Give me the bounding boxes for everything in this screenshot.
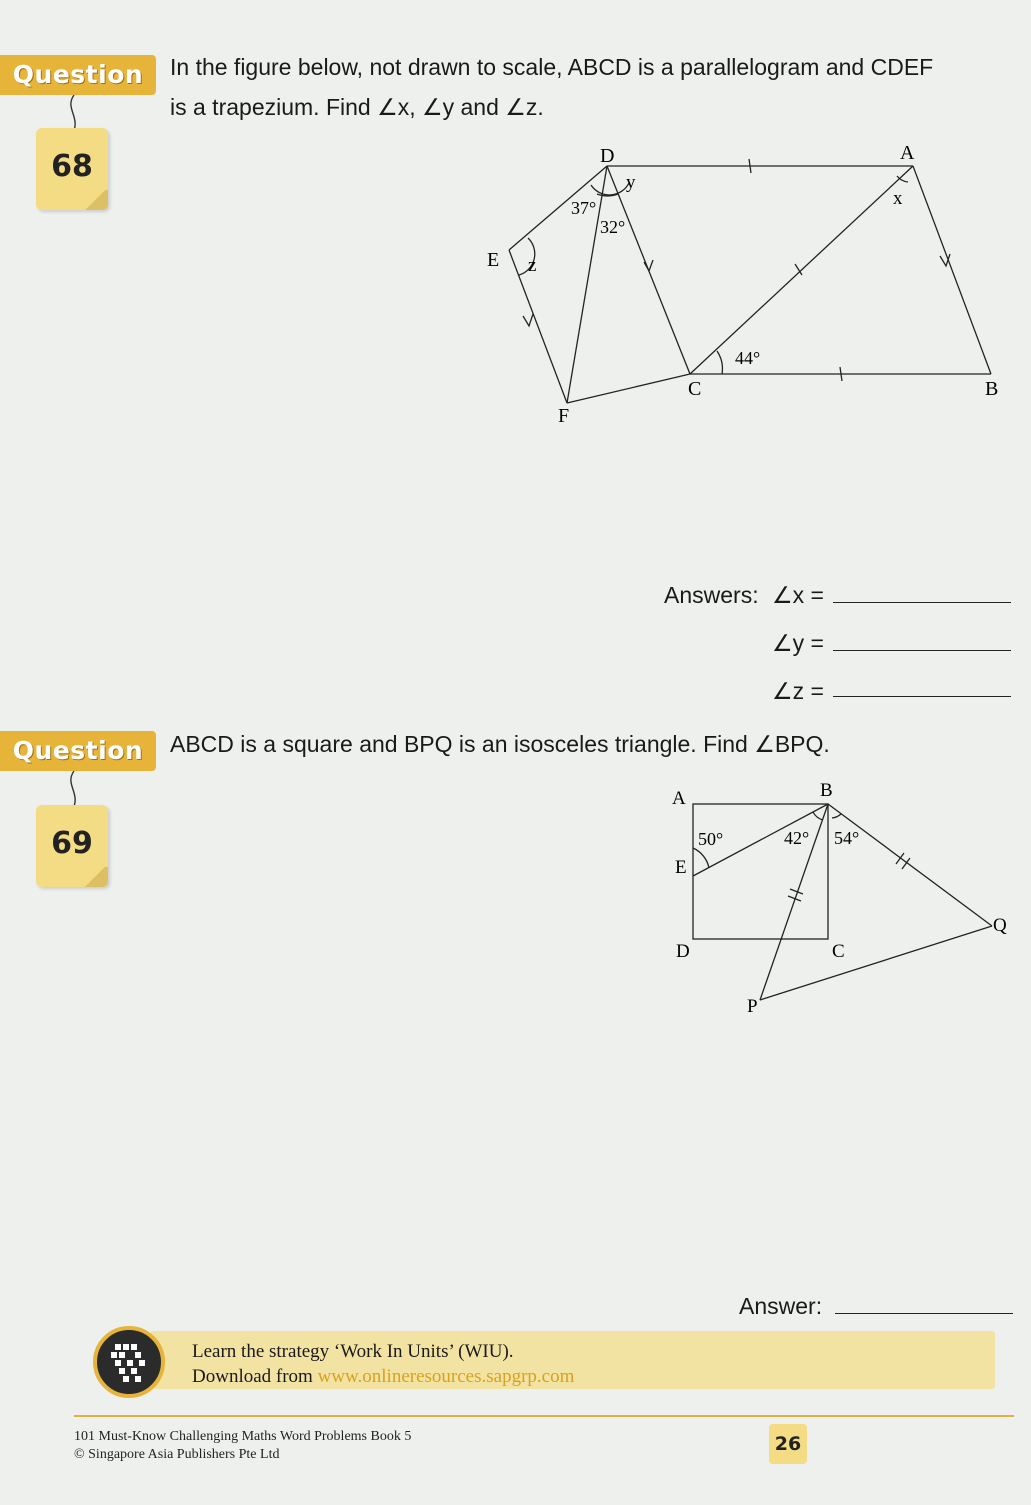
label-69-D: D	[676, 941, 690, 962]
figure-68	[470, 135, 1030, 435]
footer-book-title: 101 Must-Know Challenging Maths Word Problems Book 5	[74, 1429, 412, 1444]
answer-y-label: ∠y =	[772, 630, 824, 656]
download-link[interactable]: www.onlineresources.sapgrp.com	[317, 1366, 575, 1387]
footer-divider	[74, 1415, 1014, 1417]
question-68-number: 68	[36, 128, 108, 210]
answer-y-field[interactable]	[833, 650, 1011, 651]
figure-69	[660, 775, 1030, 1020]
label-69-B: B	[820, 780, 833, 801]
angle-69-50: 50°	[698, 829, 724, 849]
question-68-text-line1: In the figure below, not drawn to scale, ABCD is a parallelogram and CDEF	[170, 54, 934, 80]
answer-x-label: ∠x =	[772, 582, 824, 608]
label-69-Q: Q	[993, 915, 1007, 936]
question-68-text-line2: is a trapezium. Find ∠x, ∠y and ∠z.	[170, 94, 544, 120]
answer-x-field[interactable]	[833, 602, 1011, 603]
angle-68-32: 32°	[600, 217, 626, 237]
strategy-note-line2	[192, 1366, 574, 1388]
question-69-banner: Question	[0, 731, 156, 771]
publisher-logo-icon	[93, 1326, 165, 1398]
answer-69-field[interactable]	[835, 1313, 1013, 1314]
answer-69-label: Answer:	[739, 1293, 823, 1319]
angle-68-44: 44°	[735, 348, 761, 368]
label-68-x: x	[893, 188, 903, 209]
label-68-B: B	[985, 378, 999, 400]
label-68-y: y	[626, 172, 636, 193]
angle-69-54: 54°	[834, 828, 860, 848]
label-68-C: C	[688, 378, 702, 400]
page-number: 26	[769, 1424, 807, 1464]
question-69-number: 69	[36, 805, 108, 887]
label-69-E: E	[675, 857, 687, 878]
strategy-note-line1: Learn the strategy ‘Work In Units’ (WIU).	[192, 1341, 514, 1362]
answers-label: Answers:	[664, 582, 759, 608]
label-68-F: F	[558, 405, 570, 427]
question-68-banner: Question	[0, 55, 156, 95]
footer-publisher: © Singapore Asia Publishers Pte Ltd	[74, 1447, 280, 1462]
label-69-A: A	[672, 788, 686, 809]
answer-z-label: ∠z =	[772, 678, 824, 704]
answer-z-field[interactable]	[833, 696, 1011, 697]
label-69-P: P	[747, 996, 758, 1017]
label-69-C: C	[832, 941, 845, 962]
download-prefix: Download from	[192, 1366, 318, 1387]
angle-68-37: 37°	[571, 198, 597, 218]
label-68-z: z	[528, 255, 537, 276]
question-69-text: ABCD is a square and BPQ is an isosceles triangle. Find ∠BPQ.	[170, 731, 830, 757]
angle-69-42: 42°	[784, 828, 810, 848]
label-68-D: D	[600, 145, 615, 167]
label-68-A: A	[900, 142, 915, 164]
label-68-E: E	[487, 249, 500, 271]
